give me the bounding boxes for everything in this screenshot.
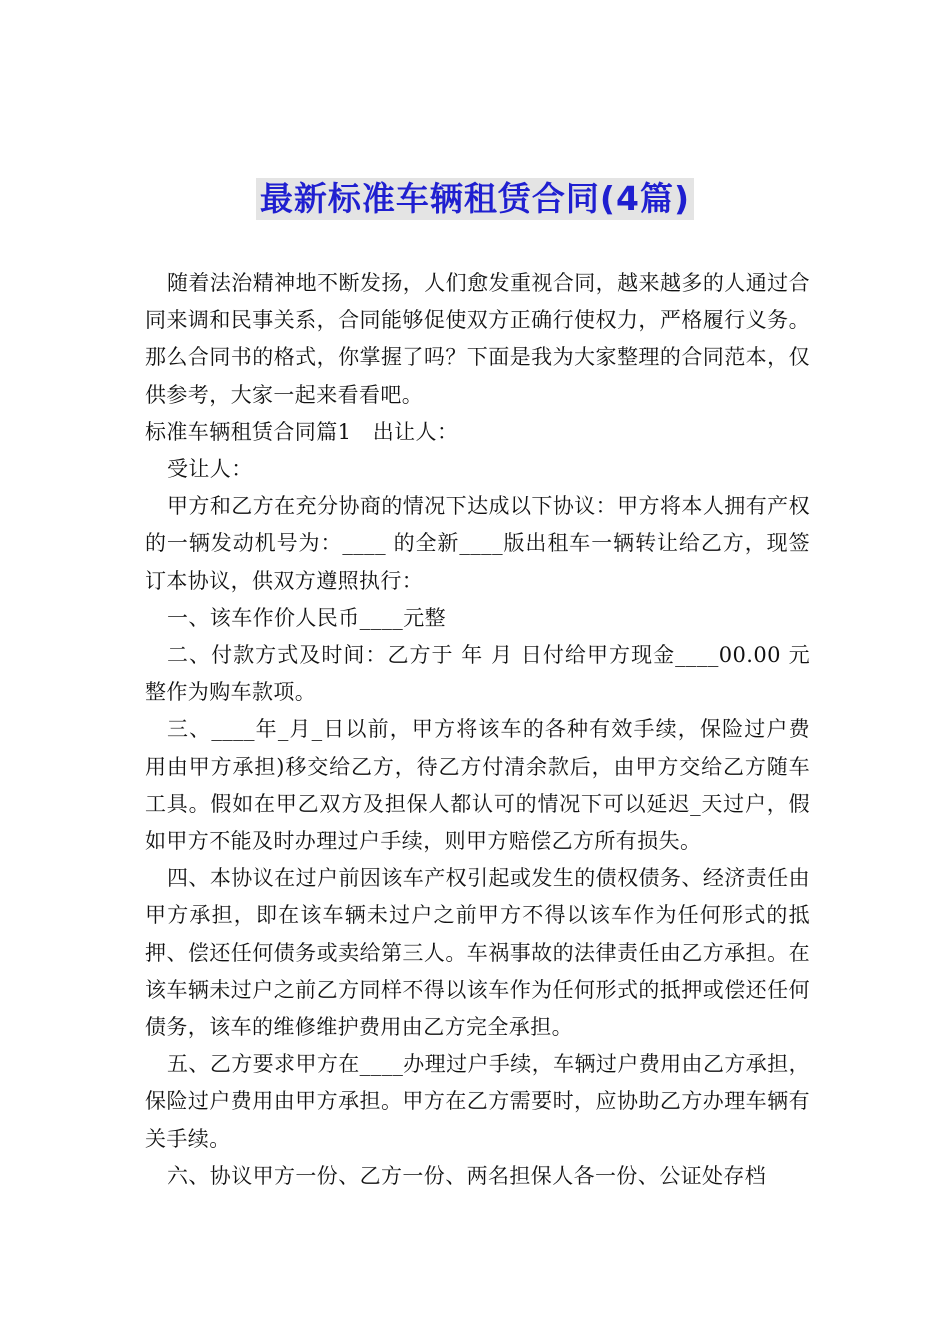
transferee-paragraph: 受让人：: [167, 457, 253, 482]
intro-paragraph: 随着法治精神地不断发扬，人们愈发重视合同，越来越多的人通过合同来调和民事关系，合同能够促使双方正确行使权力，严格履行义务。那么合同书的格式，你掌握了吗？下面是我为大家整理的合同范本，仅供参考，大家一起来看看吧。: [145, 271, 810, 407]
title-container: [0, 178, 950, 220]
clause-6-paragraph: 六、协议甲方一份、乙方一份、两名担保人各一份、公证处存档: [167, 1163, 767, 1188]
clause-1-paragraph: 一、该车作价人民币____元整: [167, 605, 446, 630]
clause-2-paragraph: 二、付款方式及时间：乙方于 年 月 日付给甲方现金____00.00 元整作为购车款项。: [145, 643, 810, 705]
document-body: [145, 265, 810, 1195]
clause-3-paragraph: 三、____年_月_日以前，甲方将该车的各种有效手续，保险过户费用由甲方承担)移交给乙方，待乙方付清余款后，由甲方交给乙方随车工具。假如在甲乙双方及担保人都认可的情况下可以延迟_天过户，假如甲方不能及时办理过户手续，则甲方赔偿乙方所有损失。: [145, 717, 810, 854]
agreement-paragraph: 甲方和乙方在充分协商的情况下达成以下协议：甲方将本人拥有产权的一辆发动机号为：____ 的全新____版出租车一辆转让给乙方，现签订本协议，供双方遵照执行：: [145, 494, 810, 593]
clause-5-paragraph: 五、乙方要求甲方在____办理过户手续，车辆过户费用由乙方承担，保险过户费用由甲方承担。甲方在乙方需要时，应协助乙方办理车辆有关手续。: [145, 1052, 810, 1151]
contract-heading-paragraph: 标准车辆租赁合同篇1 出让人：: [145, 419, 459, 444]
document-title: 最新标准车辆租赁合同(4篇): [256, 178, 694, 220]
clause-4-paragraph: 四、本协议在过户前因该车产权引起或发生的债权债务、经济责任由甲方承担，即在该车辆未过户之前甲方不得以该车作为任何形式的抵押、偿还任何债务或卖给第三人。车祸事故的法律责任由乙方承担。在该车辆未过户之前乙方同样不得以该车作为任何形式的抵押或偿还任何债务，该车的维修维护费用由乙方完全承担。: [145, 866, 810, 1040]
